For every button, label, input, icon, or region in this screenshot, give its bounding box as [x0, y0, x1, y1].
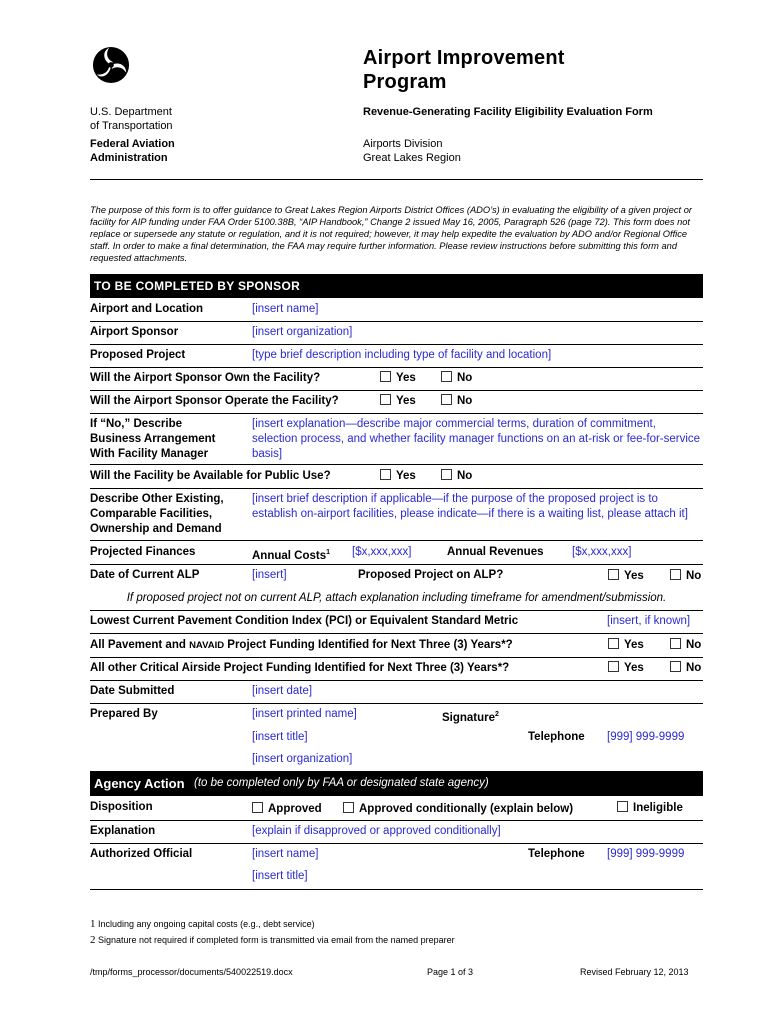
- disposition-label: Disposition: [90, 801, 153, 813]
- alp-date-label: Date of Current ALP: [90, 569, 200, 581]
- official-name-field[interactable]: [insert name]: [252, 848, 319, 860]
- checkbox-icon: [617, 801, 628, 812]
- pci-field[interactable]: [insert, if known]: [607, 615, 691, 627]
- prepared-title-field[interactable]: [insert title]: [252, 731, 308, 743]
- alp-note: If proposed project not on current ALP, attach explanation including timeframe for amendment/submission.: [126, 592, 667, 604]
- own-facility-label: Will the Airport Sponsor Own the Facility?: [90, 372, 321, 384]
- pavement-no-checkbox[interactable]: No: [670, 638, 701, 653]
- checkbox-icon: [441, 371, 452, 382]
- row-divider: [90, 564, 703, 565]
- public-yes-checkbox[interactable]: Yes: [380, 469, 416, 484]
- header-rule: [90, 179, 703, 180]
- alp-no-checkbox[interactable]: No: [670, 569, 701, 584]
- pavement-yes-checkbox[interactable]: Yes: [608, 638, 644, 653]
- row-divider: [90, 344, 703, 345]
- date-submitted-label: Date Submitted: [90, 685, 175, 697]
- business-arrangement-field[interactable]: [insert explanation—describe major commercial terms, duration of commitment, selection process, and whether facility manager functions on an at-risk or fee-for-service basis]: [252, 418, 701, 460]
- pavement-funding-label: All Pavement and NAVAID Project Funding Identified for Next Three (3) Years*?: [90, 639, 513, 651]
- checkbox-icon: [608, 569, 619, 580]
- airport-location-label: Airport and Location: [90, 303, 204, 315]
- ineligible-checkbox[interactable]: Ineligible: [617, 801, 683, 816]
- project-on-alp-label: Proposed Project on ALP?: [358, 569, 504, 581]
- row-divider: [90, 703, 703, 704]
- proposed-project-label: Proposed Project: [90, 349, 186, 361]
- operate-yes-checkbox[interactable]: Yes: [380, 394, 416, 409]
- own-no-checkbox[interactable]: No: [441, 371, 472, 386]
- annual-revenues-label: Annual Revenues: [447, 546, 544, 558]
- row-divider: [90, 633, 703, 634]
- alp-date-field[interactable]: [insert]: [252, 569, 287, 581]
- checkbox-icon: [380, 394, 391, 405]
- annual-revenues-field[interactable]: [$x,xxx,xxx]: [572, 546, 632, 558]
- explanation-label: Explanation: [90, 825, 156, 837]
- airport-sponsor-field[interactable]: [insert organization]: [252, 326, 353, 338]
- official-telephone-label: Telephone: [528, 848, 585, 860]
- checkbox-icon: [343, 802, 354, 813]
- proposed-project-field[interactable]: [type brief description including type of facility and location]: [252, 349, 552, 361]
- section-end-rule: [90, 889, 703, 890]
- official-title-field[interactable]: [insert title]: [252, 870, 308, 882]
- official-telephone-field[interactable]: [999] 999-9999: [607, 848, 685, 860]
- row-divider: [90, 464, 703, 465]
- prepared-organization-field[interactable]: [insert organization]: [252, 753, 353, 765]
- public-use-label: Will the Facility be Available for Public Use?: [90, 470, 331, 482]
- row-divider: [90, 488, 703, 489]
- annual-costs-field[interactable]: [$x,xxx,xxx]: [352, 546, 412, 558]
- footnote-2: 2 Signature not required if completed form is transmitted via email from the named preparer: [90, 934, 455, 946]
- business-arrangement-label: If “No,” Describe Business Arrangement With Facility Manager: [90, 418, 216, 460]
- dot-logo: [92, 46, 130, 84]
- prepared-telephone-label: Telephone: [528, 731, 585, 743]
- checkbox-icon: [380, 371, 391, 382]
- prepared-telephone-field[interactable]: [999] 999-9999: [607, 731, 685, 743]
- checkbox-icon: [441, 469, 452, 480]
- public-no-checkbox[interactable]: No: [441, 469, 472, 484]
- page-number: Page 1 of 3: [427, 967, 474, 977]
- sponsor-section-heading: TO BE COMPLETED BY SPONSOR: [90, 274, 703, 298]
- approved-checkbox[interactable]: Approved: [252, 802, 322, 817]
- airport-location-field[interactable]: [insert name]: [252, 303, 319, 315]
- operate-facility-label: Will the Airport Sponsor Operate the Facility?: [90, 395, 339, 407]
- checkbox-icon: [608, 661, 619, 672]
- projected-finances-label: Projected Finances: [90, 546, 196, 558]
- other-facilities-label: Describe Other Existing, Comparable Facilities, Ownership and Demand: [90, 493, 224, 535]
- page-title: Airport Improvement Program: [363, 47, 565, 93]
- footnote-1: 1 Including any ongoing capital costs (e.g., debt service): [90, 918, 315, 930]
- agency-name: Federal Aviation Administration: [90, 138, 175, 164]
- alp-yes-checkbox[interactable]: Yes: [608, 569, 644, 584]
- operate-no-checkbox[interactable]: No: [441, 394, 472, 409]
- authorized-official-label: Authorized Official: [90, 848, 193, 860]
- annual-costs-label: Annual Costs$^1$: [252, 549, 331, 562]
- checkbox-icon: [608, 638, 619, 649]
- other-facilities-field[interactable]: [insert brief description if applicable—if the purpose of the proposed project is to establish on-airport facilities, please indicate—if there is a waiting list, please attach it]: [252, 493, 688, 520]
- checkbox-icon: [670, 569, 681, 580]
- checkbox-icon: [670, 661, 681, 672]
- row-divider: [90, 413, 703, 414]
- critical-airside-label: All other Critical Airside Project Funding Identified for Next Three (3) Years*?: [90, 662, 510, 674]
- form-name: Revenue-Generating Facility Eligibility Evaluation Form: [363, 106, 653, 118]
- checkbox-icon: [441, 394, 452, 405]
- own-yes-checkbox[interactable]: Yes: [380, 371, 416, 386]
- agency-section-heading: Agency Action (to be completed only by FAA or designated state agency): [90, 771, 703, 796]
- row-divider: [90, 610, 703, 611]
- document-path: /tmp/forms_processor/documents/540022519.docx: [90, 967, 293, 977]
- intro-paragraph: The purpose of this form is to offer guidance to Great Lakes Region Airports District Offices (ADO’s) in evaluating the eligibility of a given project or facility for AIP funding under FAA Order 5100.38B, “AIP Handbook,” Change 2 issued May 16, 2005, Paragraph 526 (page 72). This form does not replace or supersede any statute or regulation, and it is not required; however, it may help expedite the evaluation by ADO and/or Regional Office staff. In order to make a final determination, the FAA may require further information. Please review instructions before submitting this form and requested attachments.: [90, 205, 692, 263]
- prepared-by-label: Prepared By: [90, 708, 158, 720]
- row-divider: [90, 390, 703, 391]
- checkbox-icon: [670, 638, 681, 649]
- airport-sponsor-label: Airport Sponsor: [90, 326, 179, 338]
- pci-label: Lowest Current Pavement Condition Index (PCI) or Equivalent Standard Metric: [90, 615, 519, 627]
- row-divider: [90, 321, 703, 322]
- row-divider: [90, 657, 703, 658]
- row-divider: [90, 540, 703, 541]
- row-divider: [90, 843, 703, 844]
- explanation-field[interactable]: [explain if disapproved or approved conditionally]: [252, 825, 501, 837]
- checkbox-icon: [252, 802, 263, 813]
- row-divider: [90, 820, 703, 821]
- critical-yes-checkbox[interactable]: Yes: [608, 661, 644, 676]
- department-name: U.S. Department of Transportation: [90, 106, 173, 132]
- checkbox-icon: [380, 469, 391, 480]
- row-divider: [90, 367, 703, 368]
- signature-label: Signature$^2$: [442, 711, 499, 724]
- approved-conditionally-checkbox[interactable]: Approved conditionally (explain below): [343, 802, 573, 817]
- row-divider: [90, 680, 703, 681]
- division-info: Airports Division Great Lakes Region: [363, 138, 461, 164]
- prepared-name-field[interactable]: [insert printed name]: [252, 708, 357, 720]
- critical-no-checkbox[interactable]: No: [670, 661, 701, 676]
- revision-date: Revised February 12, 2013: [580, 967, 689, 977]
- date-submitted-field[interactable]: [insert date]: [252, 685, 313, 697]
